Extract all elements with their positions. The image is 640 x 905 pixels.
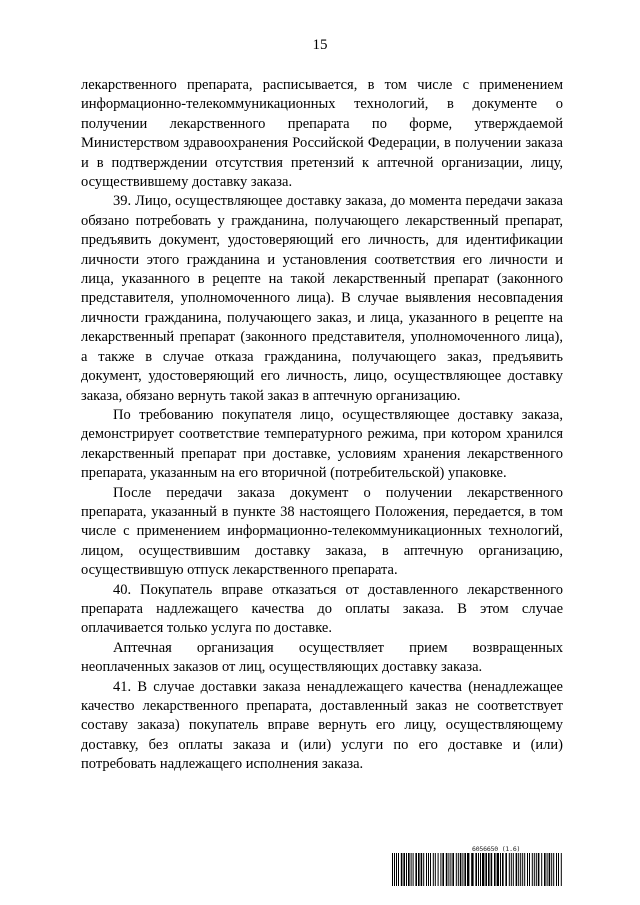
barcode-bar (413, 853, 414, 886)
barcode-bar (558, 853, 559, 886)
barcode-bar (430, 853, 431, 886)
barcode-bar (421, 853, 423, 886)
barcode-bar (411, 853, 412, 886)
barcode-bar (502, 853, 504, 886)
barcode-bar (549, 853, 551, 886)
barcode-bar (462, 853, 463, 886)
paragraph: лекарственного препарата, расписывается, в том числе с применением информационно-телекоммуникационных технологий, в документе о получении лекарственного препарата по форме, утверждаемой Министерством здравоохранения Российской Федерации, в получении заказа и в подтверждении отсутствия претензий к аптечной организации, лицу, осуществившему доставку заказа. (81, 77, 563, 191)
paragraph: 39. Лицо, осуществляющее доставку заказа, до момента передачи заказа обязано потребовать у гражданина, получающего лекарственный препарат, предъявить документ, удостоверяющий его личность, для идентификации личности этого гражданина и установления соответствия его личности и лица, указанного в рецепте на такой лекарственный препарат (законного представителя, уполномоченного лица). В случае выявления несовпадения личности гражданина, получающего заказ, и лица, указанного в рецепте на лекарственный препарат (законного представителя, уполномоченного лица), а также в случае отказа гражданина, получающего заказ, предъявить документ, удостоверяющий его личность, лицо, осуществляющее доставку заказа, обязано вернуть такой заказ в аптечную организацию. (81, 193, 563, 404)
barcode-bar (394, 853, 395, 886)
barcode-bar (398, 853, 399, 886)
barcode-bar (544, 853, 546, 886)
barcode-bar (428, 853, 429, 886)
paragraph: 41. В случае доставки заказа ненадлежащего качества (ненадлежащее качество лекарственного препарата, доставленный заказ не соответствует составу заказа) покупатель вправе вернуть его лицу, осуществляющему доставку, без оплаты заказа и (или) услуги по его доставке и (или) потребовать надлежащего исполнения заказа. (81, 678, 563, 773)
barcode-bar (534, 853, 535, 886)
barcode-bar (403, 853, 405, 886)
barcode-bar (423, 853, 424, 886)
barcode-bar (553, 853, 554, 886)
barcode-bar (460, 853, 462, 886)
barcode-bar (426, 853, 427, 886)
barcode-bar (464, 853, 466, 886)
barcode-label: 6056650 (1.6) (472, 845, 521, 853)
barcode-bar (440, 853, 441, 886)
barcode-bar (500, 853, 501, 886)
barcode-bar (513, 853, 514, 886)
barcode-bar (471, 853, 473, 886)
barcode-bar (505, 853, 507, 886)
barcode-bar (547, 853, 548, 886)
document-body (81, 76, 563, 775)
barcode-bar (418, 853, 420, 886)
barcode-bar (529, 853, 530, 886)
barcode-bar (532, 853, 533, 886)
barcode-bar (392, 853, 393, 886)
barcode-bar (452, 853, 454, 886)
barcode-bar (527, 853, 528, 886)
barcode-bar (467, 853, 469, 886)
barcode-bar (561, 853, 562, 886)
paragraph: 40. Покупатель вправе отказаться от доставленного лекарственного препарата надлежащего качества до оплаты заказа. В этом случае оплачивается только услуга по доставке. (81, 581, 563, 637)
barcode-bar (435, 853, 436, 886)
barcode-bar (450, 853, 451, 886)
barcode-bar (408, 853, 410, 886)
barcode-bar (491, 853, 493, 886)
barcode-bar (485, 853, 487, 886)
barcode-bar (522, 853, 523, 886)
barcode-bar (497, 853, 499, 886)
page-number: 15 (312, 37, 328, 53)
barcode-image (392, 853, 564, 886)
barcode-bar (509, 853, 510, 886)
barcode-bar (446, 853, 448, 886)
barcode-bar (536, 853, 537, 886)
barcode-bar (518, 853, 519, 886)
barcode-bar (482, 853, 484, 886)
barcode-bar (556, 853, 557, 886)
barcode-bar (396, 853, 397, 886)
barcode-bar (448, 853, 449, 886)
barcode-bar (494, 853, 496, 886)
paragraph: Аптечная организация осуществляет прием возвращенных неоплаченных заказов от лиц, осуществляющих доставку заказа. (81, 639, 563, 676)
barcode-bar (401, 853, 403, 886)
barcode-bar (480, 853, 481, 886)
barcode-bar (433, 853, 434, 886)
barcode-bar (442, 853, 444, 886)
barcode-bar (511, 853, 512, 886)
paragraph: По требованию покупателя лицо, осуществляющее доставку заказа, демонстрирует соответствие температурного режима, при котором хранился лекарственный препарат при доставке, условиям хранения лекарственного препарата, указанным на его вторичной (потребительской) упаковке. (81, 406, 563, 482)
barcode-bar (538, 853, 540, 886)
barcode-bar (516, 853, 518, 886)
barcode-bar (520, 853, 521, 886)
barcode-bar (406, 853, 407, 886)
barcode-bar (551, 853, 552, 886)
barcode-bar (478, 853, 479, 886)
barcode-bar (438, 853, 439, 886)
barcode-bar (456, 853, 457, 886)
barcode-bar (488, 853, 490, 886)
barcode-bar (458, 853, 459, 886)
barcode-bar (415, 853, 417, 886)
barcode-bar (524, 853, 525, 886)
barcode-bar (475, 853, 477, 886)
paragraph: После передачи заказа документ о получении лекарственного препарата, указанный в пункте 38 настоящего Положения, передается, в том числе с применением информационно-телекоммуникационных технологий, лицом, осуществившим доставку заказа, в аптечную организацию, осуществившую отпуск лекарственного препарата. (81, 484, 563, 579)
barcode-bar (541, 853, 542, 886)
